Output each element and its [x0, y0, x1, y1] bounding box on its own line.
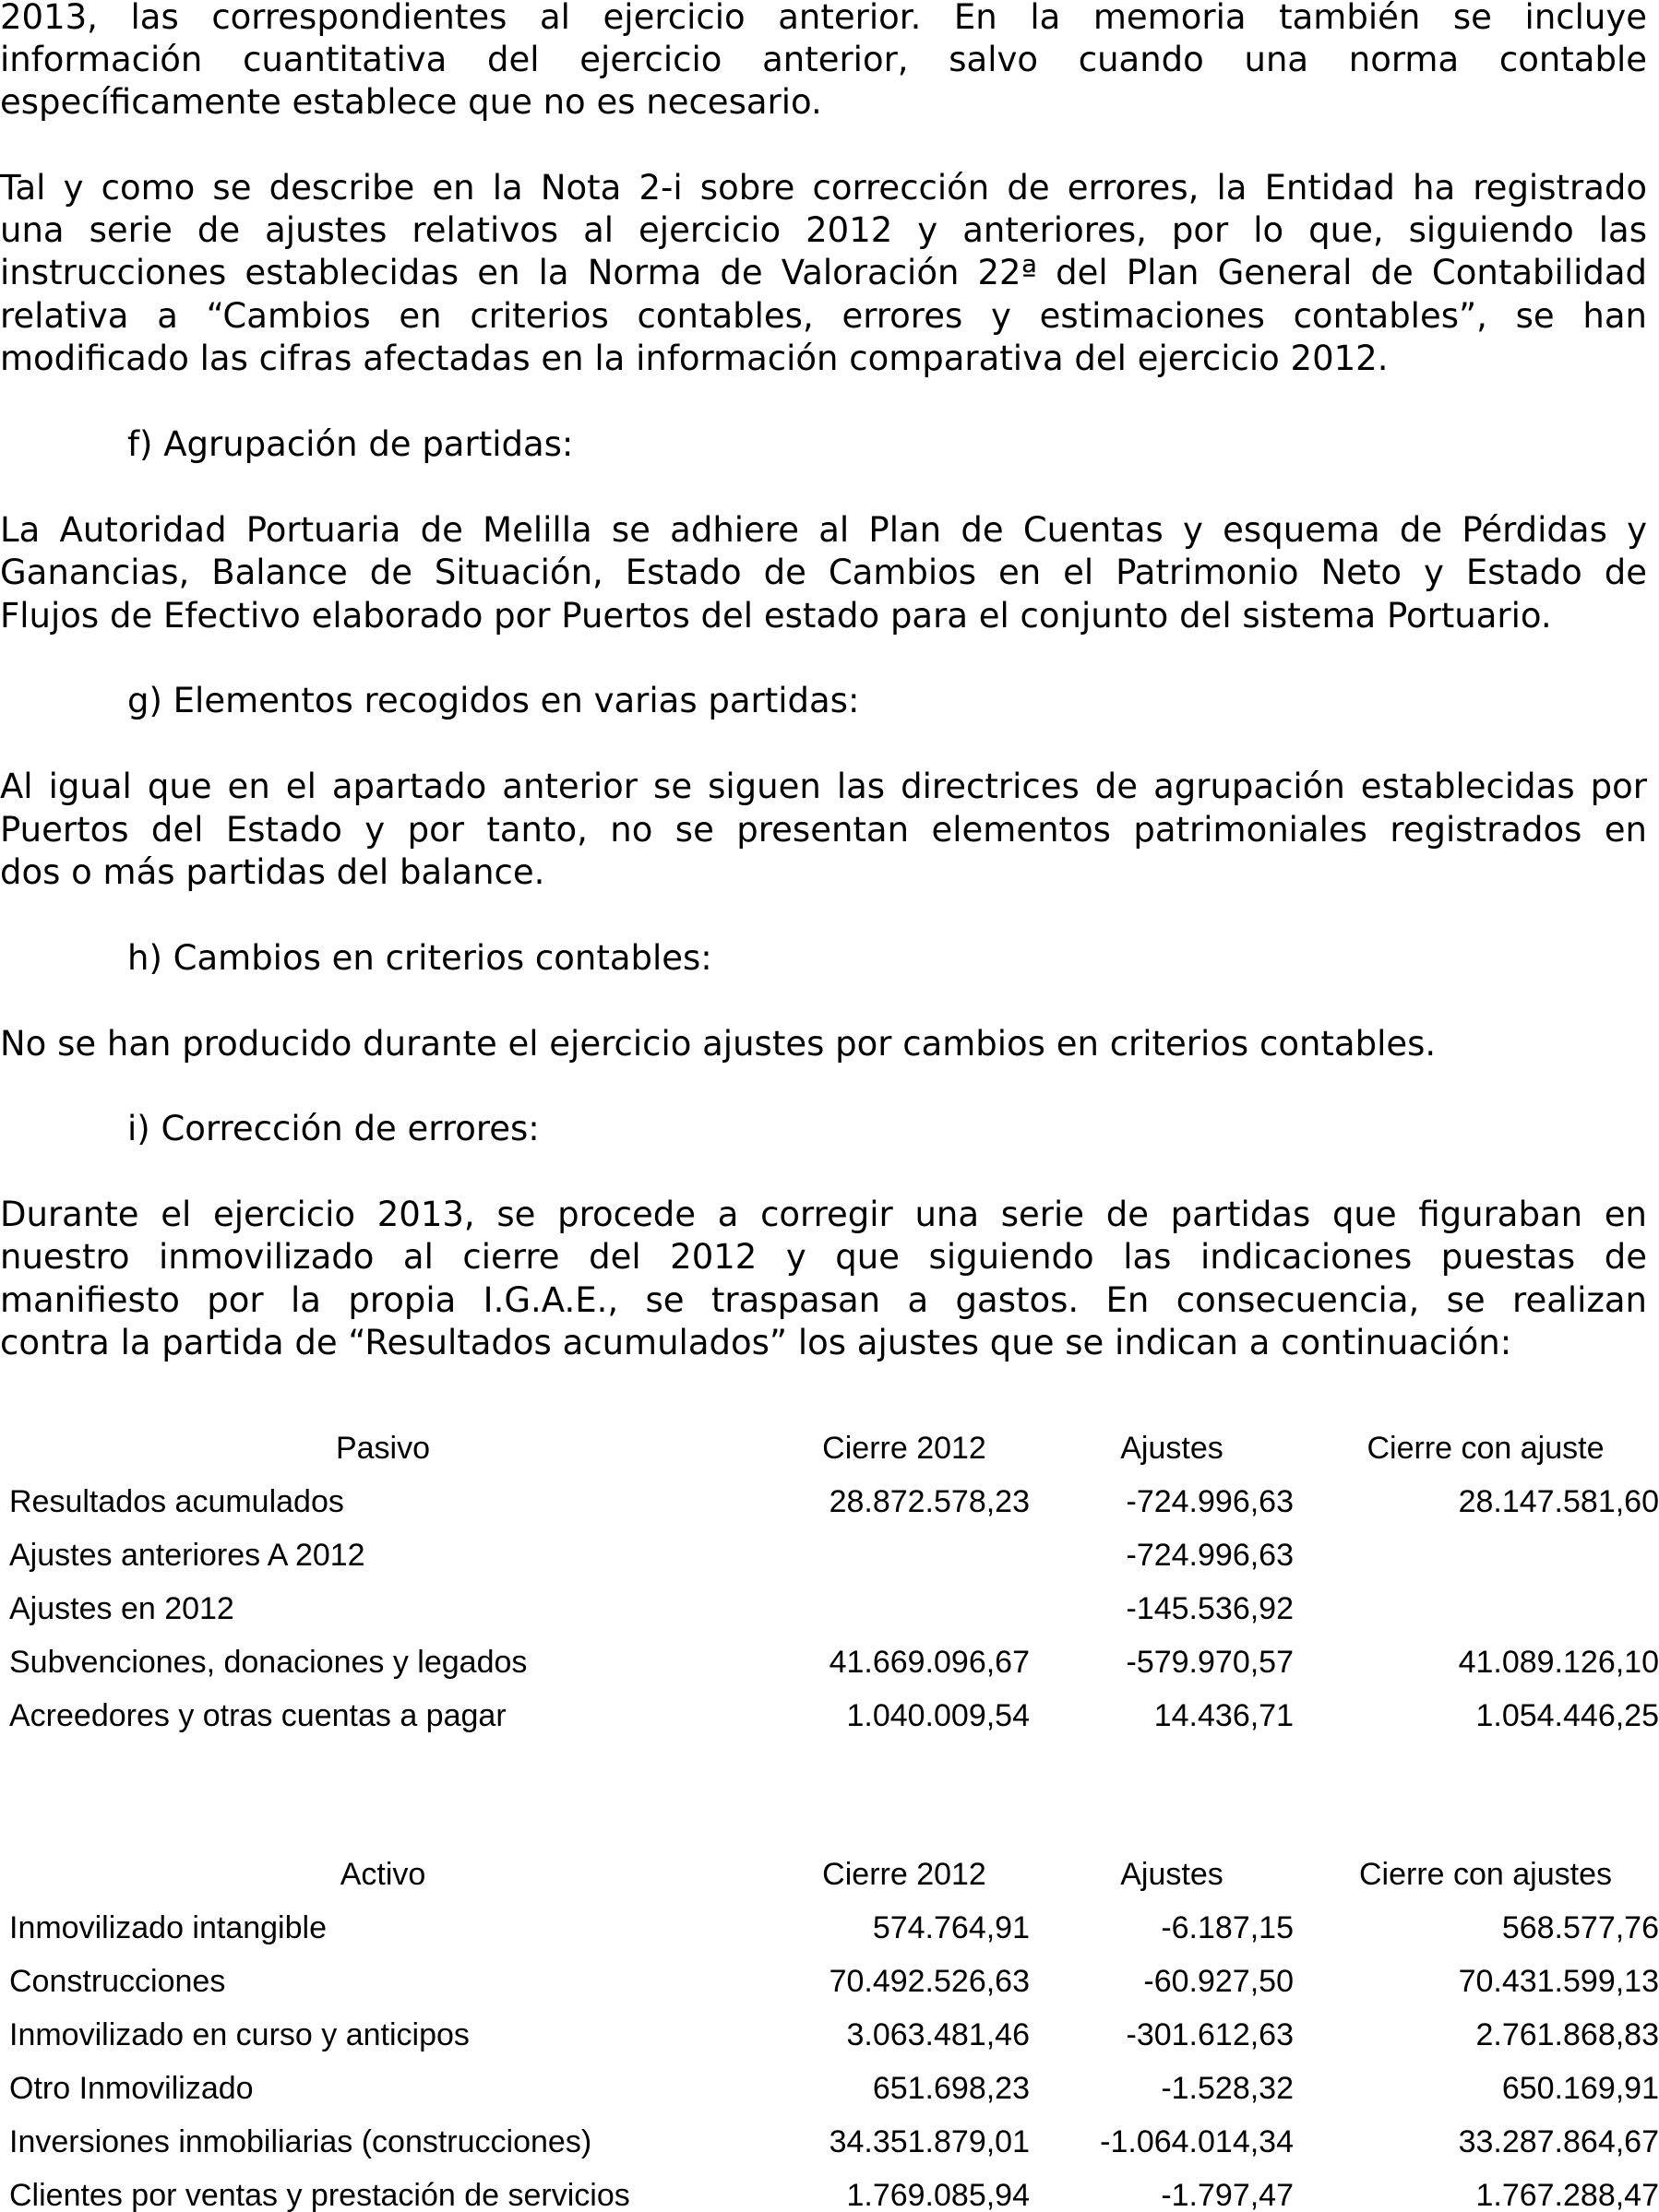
table-header-row: [0, 1851, 1659, 1897]
paragraph-line: Puertos del Estado y por tanto, no se presentan elementos patrimoniales registrados en: [0, 810, 1647, 850]
column-header: Ajustes: [1120, 1431, 1223, 1466]
cell-value: 1.040.009,54: [846, 1698, 1030, 1733]
cell-value: 70.431.599,13: [1458, 1964, 1659, 1999]
table-row: [0, 2012, 1659, 2058]
cell-value: -60.927,50: [1143, 1964, 1294, 1999]
paragraph-line: Flujos de Efectivo elaborado por Puertos del estado para el conjunto del sistema Portuario.: [0, 596, 1552, 636]
paragraph-line: Tal y como se describe en la Nota 2-i sobre corrección de errores, la Entidad ha registrado: [0, 168, 1647, 208]
paragraph-line: 2013, las correspondientes al ejercicio anterior. En la memoria también se incluye: [0, 0, 1647, 37]
paragraph-line: nuestro inmovilizado al cierre del 2012 y que siguiendo las indicaciones puestas de: [0, 1237, 1647, 1277]
column-header: Pasivo: [335, 1431, 431, 1466]
table-row: [0, 1586, 1659, 1632]
column-header: Cierre 2012: [822, 1857, 986, 1892]
row-label: Inmovilizado intangible: [9, 1910, 327, 1945]
row-label: Otro Inmovilizado: [9, 2071, 254, 2106]
paragraph-line: No se han producido durante el ejercicio ajustes por cambios en criterios contables.: [0, 1024, 1437, 1064]
cell-value: -145.536,92: [1126, 1591, 1294, 1626]
table-row: [0, 1958, 1659, 2004]
column-header: Activo: [340, 1857, 426, 1892]
cell-value: 651.698,23: [872, 2071, 1030, 2106]
row-label: Construcciones: [9, 1964, 226, 1999]
cell-value: -301.612,63: [1126, 2017, 1294, 2052]
section-heading: g) Elementos recogidos en varias partidas:: [127, 681, 860, 720]
column-header: Ajustes: [1120, 1857, 1223, 1892]
table-header-row: [0, 1425, 1659, 1471]
row-label: Subvenciones, donaciones y legados: [9, 1645, 528, 1680]
column-header: Cierre con ajuste: [1367, 1431, 1605, 1466]
table-row: [0, 1532, 1659, 1578]
row-label: Inmovilizado en curso y anticipos: [9, 2017, 470, 2052]
paragraph-line: La Autoridad Portuaria de Melilla se adhiere al Plan de Cuentas y esquema de Pérdidas y: [0, 510, 1647, 550]
cell-value: 41.669.096,67: [829, 1645, 1030, 1680]
paragraph-line: manifiesto por la propia I.G.A.E., se traspasan a gastos. En consecuencia, se realizan: [0, 1280, 1647, 1320]
paragraph-line: información cuantitativa del ejercicio anterior, salvo cuando una norma contable: [0, 40, 1647, 79]
row-label: Ajustes anteriores A 2012: [9, 1538, 365, 1573]
cell-value: 1.767.288,47: [1475, 2178, 1659, 2212]
cell-value: 3.063.481,46: [846, 2017, 1030, 2052]
paragraph-line: instrucciones establecidas en la Norma de Valoración 22ª del Plan General de Contabilidad: [0, 253, 1647, 292]
section-heading: i) Corrección de errores:: [127, 1109, 540, 1148]
paragraph-line: dos o más partidas del balance.: [0, 852, 545, 892]
cell-value: -724.996,63: [1126, 1484, 1294, 1519]
table-row: [0, 2172, 1659, 2212]
cell-value: 34.351.879,01: [829, 2124, 1030, 2159]
table-row: [0, 2119, 1659, 2165]
section-heading: h) Cambios en criterios contables:: [127, 938, 712, 978]
paragraph-line: Durante el ejercicio 2013, se procede a corregir una serie de partidas que figuraban en: [0, 1195, 1647, 1234]
cell-value: -1.528,32: [1161, 2071, 1294, 2106]
table-row: [0, 1693, 1659, 1739]
cell-value: -6.187,15: [1161, 1910, 1294, 1945]
cell-value: 14.436,71: [1153, 1698, 1294, 1733]
cell-value: 41.089.126,10: [1458, 1645, 1659, 1680]
table-row: [0, 1905, 1659, 1951]
cell-value: -579.970,57: [1126, 1645, 1294, 1680]
paragraph-line: Al igual que en el apartado anterior se siguen las directrices de agrupación establecidas por: [0, 767, 1647, 806]
cell-value: 568.577,76: [1501, 1910, 1659, 1945]
cell-value: 28.147.581,60: [1458, 1484, 1659, 1519]
cell-value: 2.761.868,83: [1475, 2017, 1659, 2052]
row-label: Inversiones inmobiliarias (construcciones): [9, 2124, 592, 2159]
column-header: Cierre 2012: [822, 1431, 986, 1466]
cell-value: 650.169,91: [1501, 2071, 1659, 2106]
paragraph-line: modificado las cifras afectadas en la información comparativa del ejercicio 2012.: [0, 339, 1389, 378]
paragraph-line: Ganancias, Balance de Situación, Estado de Cambios en el Patrimonio Neto y Estado de: [0, 553, 1647, 592]
cell-value: -1.797,47: [1161, 2178, 1294, 2212]
row-label: Clientes por ventas y prestación de servicios: [9, 2178, 630, 2212]
paragraph-line: contra la partida de “Resultados acumulados” los ajustes que se indican a continuación:: [0, 1323, 1512, 1362]
cell-value: 1.769.085,94: [846, 2178, 1030, 2212]
paragraph-line: relativa a “Cambios en criterios contables, errores y estimaciones contables”, se han: [0, 296, 1647, 336]
row-label: Acreedores y otras cuentas a pagar: [9, 1698, 507, 1733]
cell-value: -1.064.014,34: [1100, 2124, 1294, 2159]
table-row: [0, 2065, 1659, 2111]
section-heading: f) Agrupación de partidas:: [127, 424, 574, 464]
row-label: Ajustes en 2012: [9, 1591, 234, 1626]
cell-value: 574.764,91: [872, 1910, 1030, 1945]
cell-value: -724.996,63: [1126, 1538, 1294, 1573]
cell-value: 33.287.864,67: [1458, 2124, 1659, 2159]
column-header: Cierre con ajustes: [1358, 1857, 1612, 1892]
cell-value: 70.492.526,63: [829, 1964, 1030, 1999]
cell-value: 28.872.578,23: [829, 1484, 1030, 1519]
row-label: Resultados acumulados: [9, 1484, 344, 1519]
paragraph-line: específicamente establece que no es necesario.: [0, 82, 822, 122]
paragraph-line: una serie de ajustes relativos al ejercicio 2012 y anteriores, por lo que, siguiendo las: [0, 210, 1647, 250]
table-row: [0, 1639, 1659, 1685]
cell-value: 1.054.446,25: [1475, 1698, 1659, 1733]
table-row: [0, 1479, 1659, 1525]
